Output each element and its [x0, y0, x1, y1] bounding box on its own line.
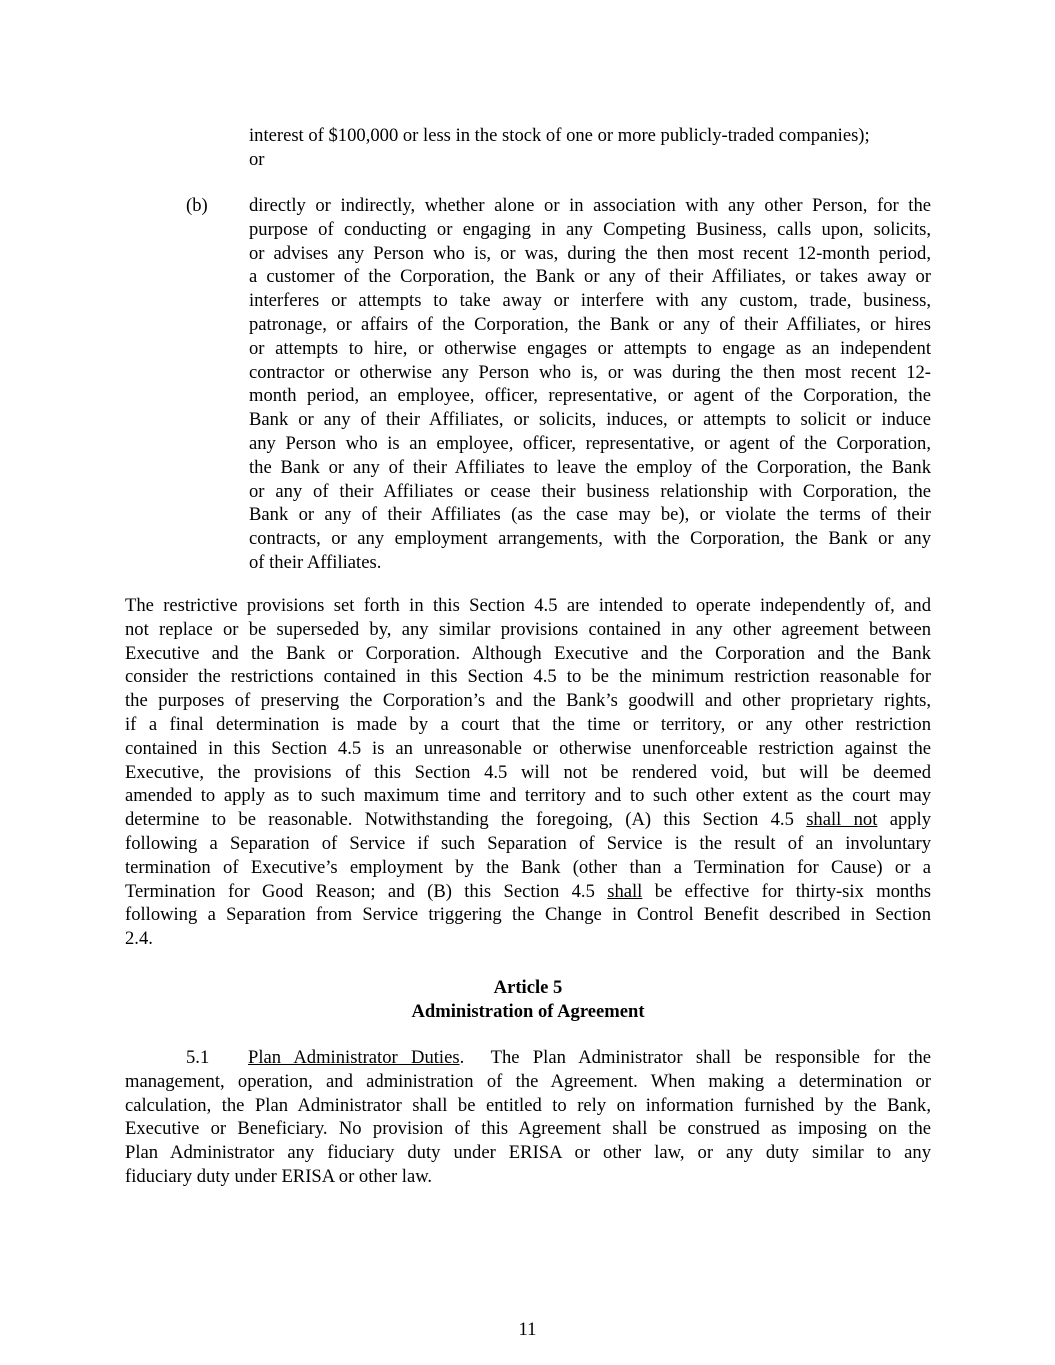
section-5-1-paragraph — [125, 1046, 931, 1189]
underlined-shall-not: shall not — [806, 809, 878, 831]
text-line: Executive and the Bank or Corporation. Although Executive and the Corporation and the Bank — [125, 642, 931, 664]
text-line — [125, 1046, 931, 1070]
text-segment: The Plan Administrator shall be responsible for the — [490, 1047, 931, 1068]
text-line: consider the restrictions contained in this Section 4.5 to be the minimum restriction reasonable for — [125, 666, 931, 688]
text-line: if a final determination is made by a court that the time or territory, or any other restriction — [125, 713, 931, 735]
text-line: the Bank or any of their Affiliates to leave the employ of the Corporation, the Bank — [249, 456, 931, 478]
text-line: or — [249, 148, 265, 170]
text-line: purpose of conducting or engaging in any Competing Business, calls upon, solicits, — [249, 218, 931, 240]
article-title: Administration of Agreement — [411, 1001, 645, 1022]
text-line: contained in this Section 4.5 is an unreasonable or otherwise unenforceable restriction against the — [125, 737, 931, 759]
text-line: termination of Executive’s employment by the Bank (other than a Termination for Cause) or a — [125, 856, 931, 878]
text-line: a customer of the Corporation, the Bank or any of their Affiliates, or takes away or — [249, 266, 931, 288]
text-line: Executive, the provisions of this Section 4.5 will not be rendered void, but will be deemed — [125, 761, 931, 783]
text-line: fiduciary duty under ERISA or other law. — [125, 1165, 433, 1187]
text-line: the purposes of preserving the Corporation’s and the Bank’s goodwill and other proprietary rights, — [125, 690, 931, 712]
section-heading: Plan Administrator Duties — [248, 1047, 460, 1068]
text-line: Executive or Beneficiary. No provision of this Agreement shall be construed as imposing on the — [125, 1118, 931, 1140]
text-line — [125, 808, 931, 832]
text-line: following a Separation from Service triggering the Change in Control Benefit described in Section — [125, 904, 931, 926]
text-line: calculation, the Plan Administrator shall be entitled to rely on information furnished by the Bank, — [125, 1094, 931, 1116]
clause-b-text — [249, 194, 931, 575]
text-line: contracts, or any employment arrangements, with the Corporation, the Bank or any — [249, 528, 931, 550]
text-line: The restrictive provisions set forth in this Section 4.5 are intended to operate independently of, and — [125, 595, 931, 616]
text-line: interest of $100,000 or less in the stock of one or more publicly-traded companies); — [249, 125, 870, 146]
clause-b-label: (b) — [186, 195, 208, 216]
text-line: following a Separation of Service if such Separation of Service is the result of an involuntary — [125, 832, 931, 854]
text-line: of their Affiliates. — [249, 551, 382, 573]
text-line: management, operation, and administration of the Agreement. When making a determination or — [125, 1070, 931, 1092]
text-line: or advises any Person who is, or was, during the then most recent 12-month period, — [249, 242, 931, 264]
text-line: 2.4. — [125, 928, 153, 950]
text-line: not replace or be superseded by, any similar provisions contained in any other agreement between — [125, 618, 931, 640]
clause-a-continuation — [249, 124, 931, 172]
text-line: directly or indirectly, whether alone or in association with any other Person, for the — [249, 195, 931, 216]
text-line: any Person who is an employee, officer, representative, or agent of the Corporation, — [249, 432, 931, 454]
text-segment: be effective for thirty-six months — [654, 880, 931, 902]
text-line: or any of their Affiliates or cease their business relationship with Corporation, the — [249, 480, 931, 502]
text-line: contractor or otherwise any Person who is, or was during the then most recent 12- — [249, 361, 931, 383]
text-line: Bank or any of their Affiliates, or solicits, induces, or attempts to solicit or induce — [249, 409, 931, 431]
section-number: 5.1 — [186, 1047, 210, 1068]
text-line: patronage, or affairs of the Corporation, the Bank or any of their Affiliates, or hires — [249, 313, 931, 335]
text-line: Plan Administrator any fiduciary duty under ERISA or other law, or any duty similar to any — [125, 1142, 931, 1164]
restrictive-provisions-paragraph — [125, 594, 931, 951]
text-line: month period, an employee, officer, representative, or agent of the Corporation, the — [249, 385, 931, 407]
text-segment: determine to be reasonable. Notwithstanding the foregoing, (A) this Section 4.5 — [125, 809, 794, 831]
text-line: or attempts to hire, or otherwise engages or attempts to engage as an independent — [249, 337, 931, 359]
section-heading-period: . — [459, 1047, 465, 1068]
page-number: 11 — [518, 1319, 537, 1340]
text-line: Bank or any of their Affiliates (as the case may be), or violate the terms of their — [249, 504, 931, 526]
text-line: amended to apply as to such maximum time and territory and to such other extent as the court may — [125, 785, 931, 807]
text-segment: Termination for Good Reason; and (B) this Section 4.5 — [125, 880, 595, 902]
article-number: Article 5 — [493, 977, 563, 998]
underlined-shall: shall — [607, 880, 643, 902]
text-segment: apply — [889, 809, 931, 831]
text-line: interferes or attempts to take away or interfere with any custom, trade, business, — [249, 290, 931, 312]
text-line — [125, 880, 931, 904]
